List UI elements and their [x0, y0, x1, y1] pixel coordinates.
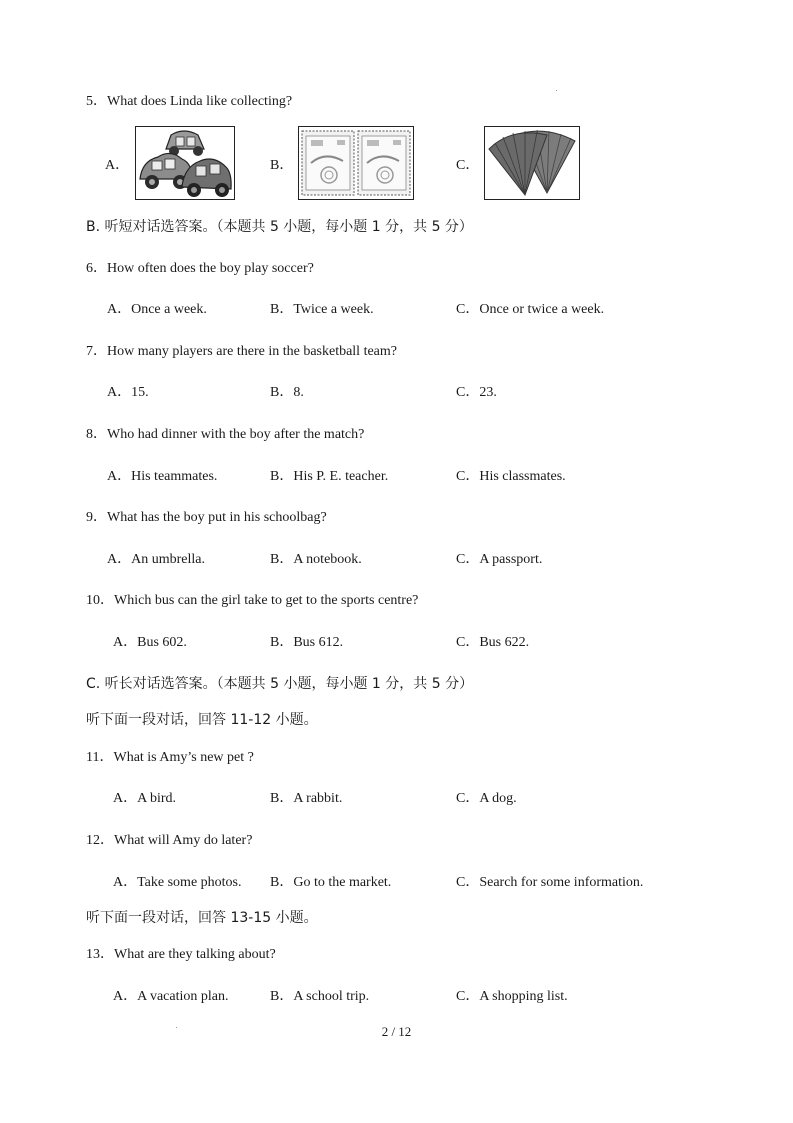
option-11a: A．A bird.: [113, 791, 176, 806]
section-b-title: B. 听短对话选答案。（本题共 5 小题，每小题 1 分，共 5 分）: [86, 219, 473, 235]
option-12c: C．Search for some information.: [456, 875, 644, 890]
option-10a: A．Bus 602.: [113, 635, 187, 650]
option-6a: A．Once a week.: [107, 302, 207, 317]
option-8c: C．His classmates.: [456, 469, 566, 484]
option-5c-label: C．: [456, 158, 480, 173]
question-12: 12．What will Amy do later?: [86, 833, 253, 848]
option-12b: B．Go to the market.: [270, 875, 392, 890]
question-10: 10．Which bus can the girl take to get to the sports centre?: [86, 593, 419, 608]
section-c-title: C. 听长对话选答案。（本题共 5 小题，每小题 1 分，共 5 分）: [86, 676, 474, 692]
option-6b: B．Twice a week.: [270, 302, 374, 317]
option-7b: B．8.: [270, 385, 304, 400]
option-5a-label: A．: [105, 158, 130, 173]
option-10c: C．Bus 622.: [456, 635, 530, 650]
option-5b-label: B．: [270, 158, 294, 173]
section-c-intro-1: 听下面一段对话，回答 11-12 小题。: [86, 712, 318, 728]
toy-cars-icon: [135, 126, 235, 200]
question-13: 13．What are they talking about?: [86, 947, 276, 962]
scan-dot: [556, 90, 557, 91]
question-11: 11．What is Amy’s new pet ?: [86, 750, 254, 765]
option-13c: C．A shopping list.: [456, 989, 568, 1004]
option-7a: A．15.: [107, 385, 149, 400]
question-9: 9．What has the boy put in his schoolbag?: [86, 510, 327, 525]
question-8: 8．Who had dinner with the boy after the match?: [86, 427, 365, 442]
option-7c: C．23.: [456, 385, 497, 400]
option-9a: A．An umbrella.: [107, 552, 205, 567]
option-6c: C．Once or twice a week.: [456, 302, 605, 317]
stamp-left-icon: [302, 131, 354, 195]
option-11b: B．A rabbit.: [270, 791, 343, 806]
stamps-icon: [298, 126, 414, 200]
option-12a: A．Take some photos.: [113, 875, 242, 890]
stamp-right-icon: [358, 131, 410, 195]
option-8b: B．His P. E. teacher.: [270, 469, 389, 484]
page-number: 2 / 12: [381, 1024, 412, 1039]
scan-dot: [176, 1027, 177, 1028]
question-6: 6．How often does the boy play soccer?: [86, 261, 314, 276]
option-9c: C．A passport.: [456, 552, 543, 567]
option-13b: B．A school trip.: [270, 989, 370, 1004]
option-8a: A．His teammates.: [107, 469, 218, 484]
car-back-icon: [166, 131, 204, 156]
section-c-intro-2: 听下面一段对话，回答 13-15 小题。: [86, 910, 318, 926]
question-5: 5．What does Linda like collecting?: [86, 94, 293, 109]
fans-icon: [484, 126, 580, 200]
question-7: 7．How many players are there in the basketball team?: [86, 344, 397, 359]
option-11c: C．A dog.: [456, 791, 517, 806]
option-9b: B．A notebook.: [270, 552, 362, 567]
option-13a: A．A vacation plan.: [113, 989, 229, 1004]
option-10b: B．Bus 612.: [270, 635, 344, 650]
